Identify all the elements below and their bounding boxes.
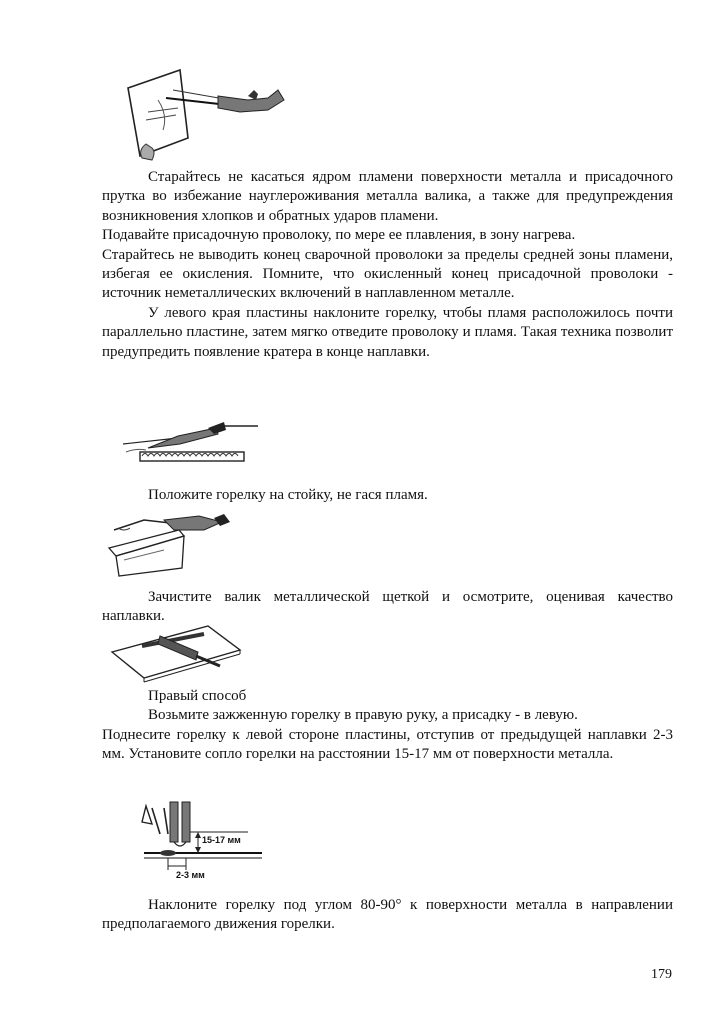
paragraph-feed-wire: Подавайте присадочную проволоку, по мере ее плавления, в зону нагрева.: [102, 227, 576, 244]
text-block-5: [102, 896, 673, 935]
text-block-3: [102, 588, 673, 627]
paragraph-position-nozzle: Поднесите горелку к левой стороне пластины, отступив от предыдущей наплавки 2-3 мм. Установите сопло горелки на расстоянии 15-17 мм от поверхности металла.: [102, 726, 673, 763]
paragraph-take-torch: Возьмите зажженную горелку в правую руку, а присадку - в левую.: [148, 707, 578, 724]
dimension-label-offset: 2-3 мм: [176, 870, 205, 880]
subheading-right-method: Правый способ: [148, 688, 247, 704]
paragraph-clean-bead: Зачистите валик металлической щеткой и осмотрите, оценивая качество наплавки.: [102, 589, 673, 625]
paragraph-carbon-warning: Старайтесь не касаться ядром пламени поверхности металла и присадочного прутка во избежание науглероживания металла валика, а также для предупреждения возникновения хлопков и обратных ударов пламени.: [102, 169, 673, 224]
figure-nozzle-distance-diagram: [138, 798, 268, 880]
figure-wire-brush: [108, 622, 248, 684]
figure-torch-over-plate: [118, 60, 288, 165]
text-block-2: [102, 486, 673, 505]
paragraph-place-torch: Положите горелку на стойку, не гася пламя.: [148, 487, 428, 503]
figure-torch-on-stand: [104, 508, 244, 578]
text-block-1: [102, 168, 673, 362]
dimension-label-height: 15-17 мм: [202, 835, 241, 845]
text-block-4: [102, 687, 673, 765]
figure-torch-tilted: [118, 418, 268, 473]
paragraph-crater-prevention: У левого края пластины наклоните горелку, чтобы пламя расположилось почти параллельно пластине, затем мягко отведите проволоку и пламя. Такая техника позволит предупредить появление кратера в конце наплавки.: [102, 304, 673, 360]
page-number: 179: [651, 967, 672, 982]
paragraph-tilt-torch: Наклоните горелку под углом 80-90° к поверхности металла в направлении предполагаемого движения горелки.: [102, 897, 673, 933]
paragraph-oxidation-warning: Старайтесь не выводить конец сварочной проволоки за пределы средней зоны пламени, избегая ее окисления. Помните, что окисленный конец присадочной проволоки - источник неметаллических включений в наплавленном металле.: [102, 246, 673, 302]
